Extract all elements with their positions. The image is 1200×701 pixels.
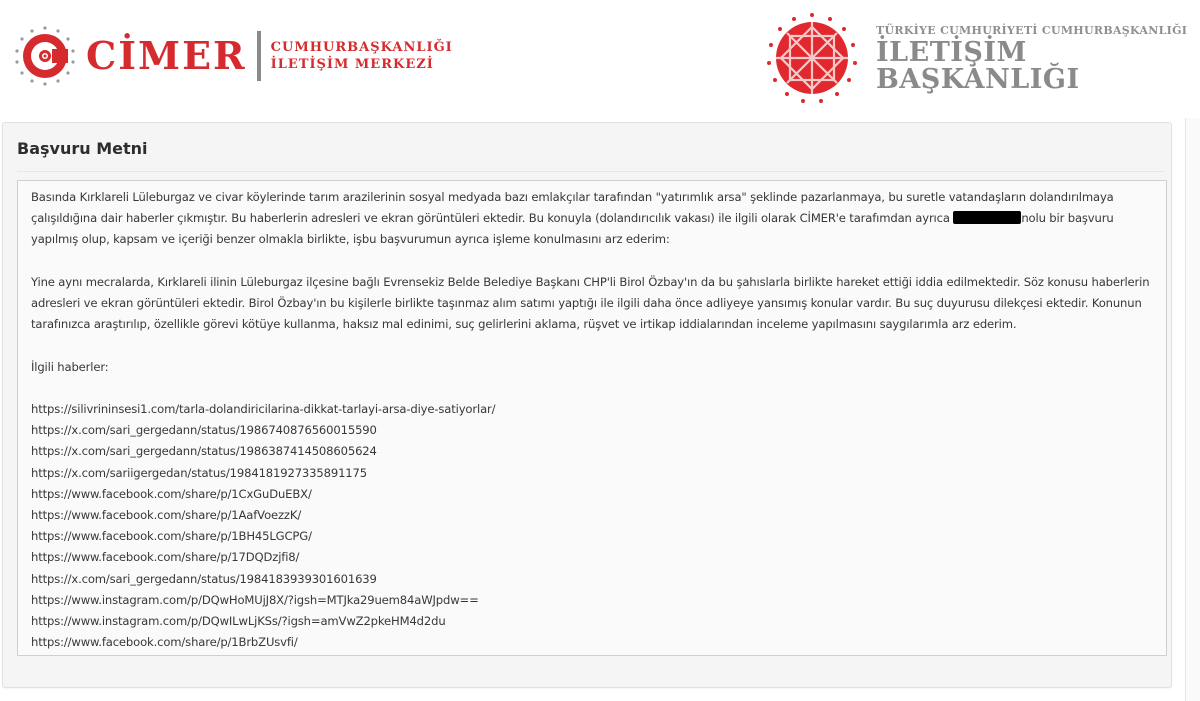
iletisim-big-text: İLETİŞİM BAŞKANLIĞI [876,36,1080,95]
link-item: https://x.com/sari_gergedann/status/1984183939301601639 [31,571,377,586]
blank-line [31,378,1153,399]
link-item: https://x.com/sariigergedan/status/1984181927335891175 [31,465,367,480]
iletisim-logo[interactable] [764,10,1200,106]
paragraph-2: Yine aynı mecralarda, Kırklareli ilinin Lüleburgaz ilçesine bağlı Evrensekiz Belde Belediye Başkanı CHP'li Birol Özbay'ın da bu şahıslarla birlikte hareket ettiği iddia edilmektedir. Söz konusu haberlerin adresleri ve ekran görüntüleri ektedir. Birol Özbay'ın bu kişilerle birlikte taşınmaz alım satımı yaptığı ile ilgili daha önce adliyeye yansımış konular vardır. Bu suç duyurusu dilekçesi ektedir. Konunun tarafınızca araştırılıp, özellikle görevi kötüye kullanma, haksız mal edinimi, suç gelirlerini aklama, rüşvet ve irtikap iddialarından inceleme yapılmasını saygılarımla arz ederim. [31,274,1150,332]
link-item: https://www.instagram.com/p/DQwHoMUjJ8X/?igsh=MTJka29uem84aWJpdw== [31,592,479,607]
link-item: https://x.com/sari_gergedann/status/1986387414508605624 [31,444,377,459]
cimer-subtitle [271,39,453,73]
link-item: https://www.facebook.com/share/p/17DQDzjfi8/ [31,550,300,565]
paragraph-1-text-cont: nolu bir başvuru yapılmış olup, kapsam ve içeriği benzer olmakla birlikte, işbu başvurumun ayrıca işleme konulmasını arz ederim: [31,211,1114,247]
link-item: https://www.instagram.com/p/DQwILwLjKSs/?igsh=amVwZ2pkeHM4d2du [31,614,446,629]
link-item: https://silivrininsesi1.com/tarla-dolandiricilarina-dikkat-tarlayi-arsa-diye-satiyorlar/ [31,401,496,416]
link-item: https://www.facebook.com/share/p/1CxGuDuEBX/ [31,486,312,501]
iletisim-emblem-icon [764,10,860,106]
paragraph-1-text: Basında Kırklareli Lüleburgaz ve civar köylerinde tarım arazilerinin sosyal medyada bazı emlakçılar tarafından "yatırımlık arsa" şeklinde pazarlanmaya, bu suretle vatandaşların dolandırılmaya çalışıldığına dair haberler çıkmıştır. Bu haberlerin adresleri ve ekran görüntüleri ektedir. Bu konuyla (dolandırıcılık vakası) ile ilgili olarak CİMER'e tarafımdan ayrıca [31,190,1114,226]
links-list [31,399,1153,653]
iletisim-small-text: TÜRKİYE CUMHURİYETİ CUMHURBAŞKANLIĞI [876,23,1188,37]
link-item: https://www.facebook.com/share/p/1AafVoezzK/ [31,508,302,522]
paragraph-1 [31,187,1153,251]
application-text-panel [2,122,1172,688]
logo-separator [257,31,261,81]
cimer-logo[interactable] [14,24,453,88]
panel-divider [17,171,1163,172]
link-item: https://www.facebook.com/share/p/1BrbZUsvfi/ [31,635,298,650]
panel-title: Başvuru Metni [17,139,148,158]
redacted-application-number [953,211,1021,224]
blank-line [31,251,1153,272]
cimer-emblem-icon [14,25,76,87]
iletisim-text [876,24,1200,93]
links-heading: İlgili haberler: [31,359,109,374]
application-text-area[interactable] [17,180,1167,656]
right-side-strip [1185,118,1200,701]
link-item: https://x.com/sari_gergedann/status/1986740876560015590 [31,423,377,438]
link-item: https://www.facebook.com/share/p/1BH45LGCPG/ [31,529,312,544]
cimer-wordmark: CİMER [86,33,247,78]
cimer-subtitle-line1: CUMHURBAŞKANLIĞI [270,40,453,55]
blank-line [31,335,1153,356]
cimer-subtitle-line2: İLETİŞİM MERKEZİ [270,57,434,72]
page-header [0,0,1200,118]
